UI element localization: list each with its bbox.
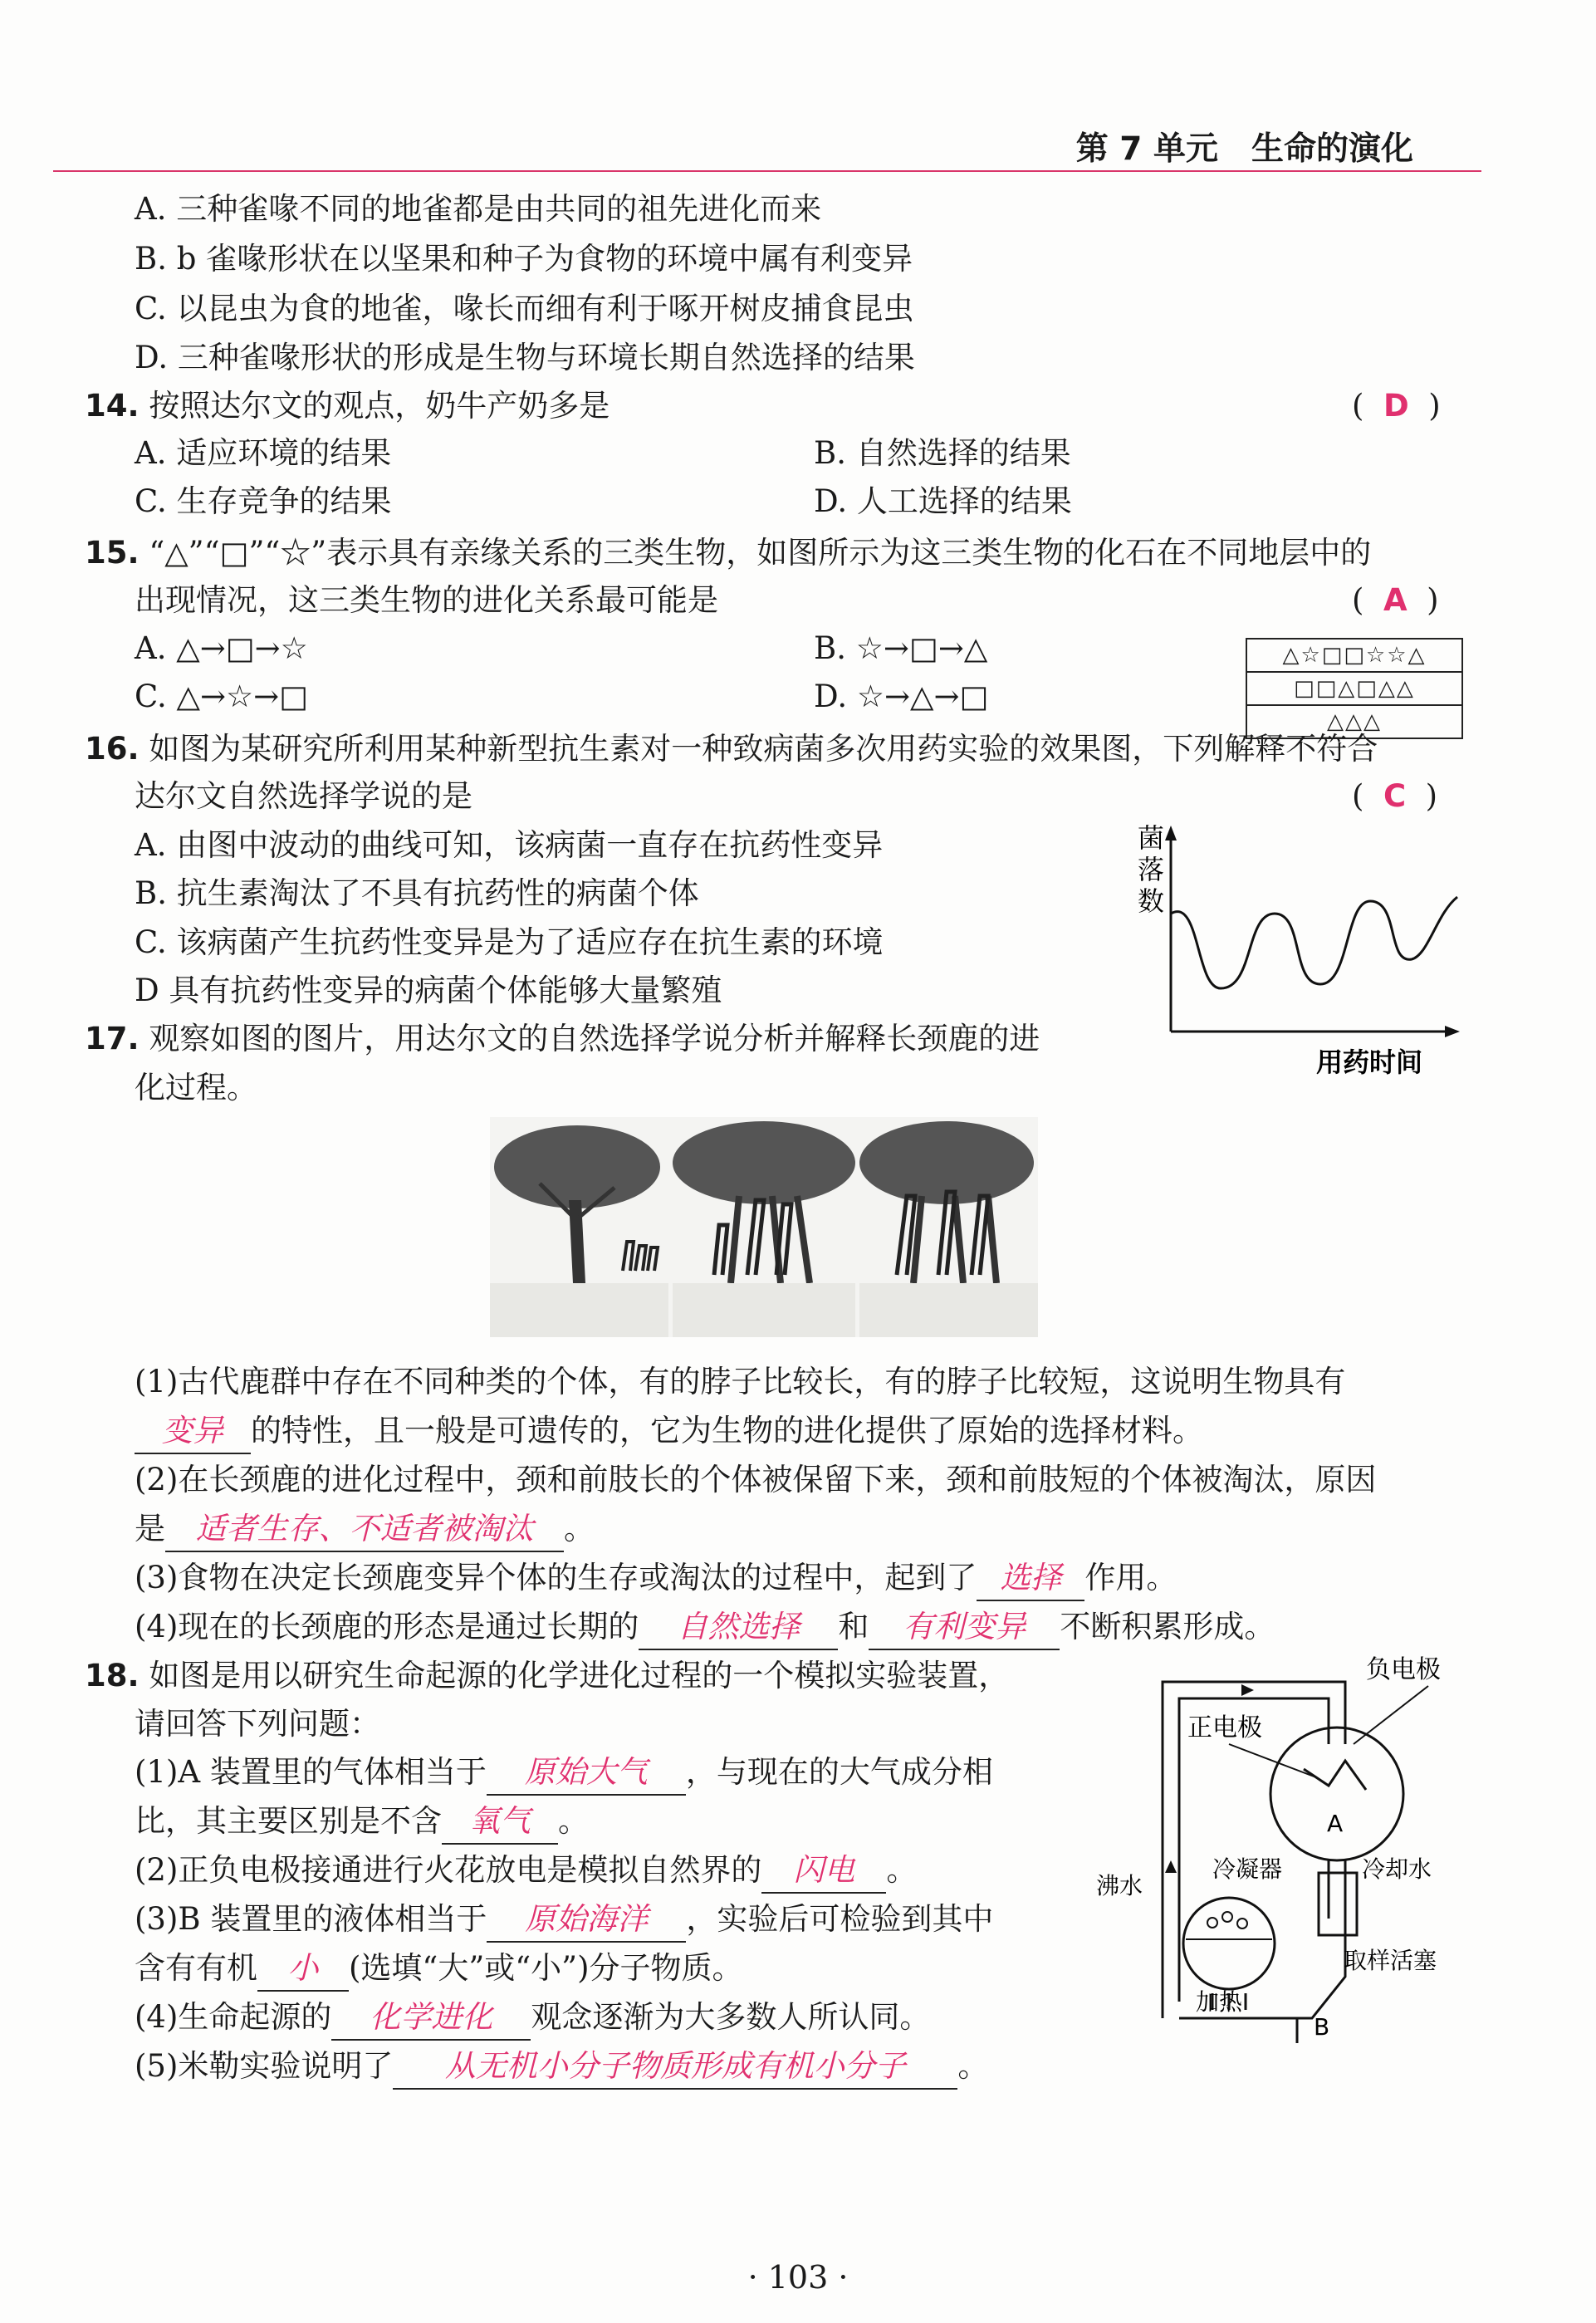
graph-xlabel: 用药时间 [1316,1046,1423,1078]
q18-part4-post: 观念逐渐为大多数人所认同。 [531,1999,931,2035]
label-sample-valve: 取样活塞 [1344,1947,1437,1974]
label-neg-electrode: 负电极 [1366,1655,1441,1684]
label-a: A [1327,1810,1344,1837]
graph-ylabel-2: 落 [1138,854,1165,885]
graph-ylabel-1: 菌 [1138,822,1165,854]
q15-option-b: B. ☆→□→△ [814,630,988,666]
q16-answer-paren: ( C ) [1352,778,1438,814]
q18-part2-pre: (2)正负电极接通进行火花放电是模拟自然界的 [135,1852,762,1888]
q17-part3 [135,1556,1177,1601]
q18-part3-answer: 原始海洋 [487,1898,686,1943]
unit-label: 第 7 单元 [1075,130,1218,168]
q14-option-b: B. 自然选择的结果 [814,435,1071,471]
q16-option-c: C. 该病菌产生抗药性变异是为了适应存在抗生素的环境 [135,924,884,960]
q17-text: 观察如图的图片，用达尔文的自然选择学说分析并解释长颈鹿的进 [149,1021,1040,1056]
unit-title: 生命的演化 [1251,130,1413,168]
stratum-bottom: △△△ [1327,709,1382,734]
q16-answer: C [1383,778,1407,814]
graph-y-arrow [1165,826,1177,840]
q17-part3-post: 作用。 [1084,1560,1177,1595]
q18-text: 如图是用以研究生命起源的化学进化过程的一个模拟实验装置， [149,1658,1010,1693]
graph-ylabel-3: 数 [1138,885,1165,917]
q13-option-d: D. 三种雀喙形状的形成是生物与环境长期自然选择的结果 [135,340,915,375]
q18-stem-line2: 请回答下列问题： [135,1706,380,1742]
ground-3 [859,1283,1038,1337]
q17-number: 17. [85,1021,140,1056]
q17-stem-line1 [85,1017,1040,1061]
miller-apparatus [1080,1653,1478,2043]
q18-part1-answer: 原始大气 [487,1751,686,1796]
q15-number: 15. [85,535,140,571]
q18-part4 [135,1996,930,2041]
stratum-top: △☆□□☆☆△ [1247,640,1461,673]
q18-part3-line1 [135,1898,993,1943]
q18-part3b-answer: 小 [257,1947,349,1992]
bubble [1222,1912,1232,1922]
q17-part4-pre: (4)现在的长颈鹿的形态是通过长期的 [135,1609,639,1644]
q15-answer: A [1383,582,1408,618]
q18-part5-answer: 从无机小分子物质形成有机小分子 [393,2045,957,2090]
q18-part1-line2 [135,1800,589,1845]
flow-arrow-left [1165,1860,1177,1873]
q17-part4-answer1: 自然选择 [639,1605,838,1650]
ground-2 [673,1283,855,1337]
q16-option-a: A. 由图中波动的曲线可知，该病菌一直存在抗药性变异 [135,827,884,863]
q18-part2-post: 。 [886,1852,918,1888]
q18-part1-line1 [135,1751,993,1796]
q17-part2-pre: 是 [135,1511,165,1546]
ground-1 [490,1283,668,1337]
label-boiling-water: 沸水 [1096,1872,1143,1899]
q15-option-d: D. ☆→△→□ [814,679,989,714]
q15-option-a: A. △→□→☆ [135,630,308,666]
label-pos-electrode: 正电极 [1187,1713,1262,1742]
page-number: · 103 · [747,2259,849,2296]
q17-part1-rest: 的特性，且一般是可遗传的，它为生物的进化提供了原始的选择材料。 [251,1413,1203,1448]
q18-part4-answer: 化学进化 [331,1996,531,2041]
spark [1304,1761,1366,1790]
q18-part5-post: 。 [957,2048,989,2084]
q18-part1-pre: (1)A 装置里的气体相当于 [135,1754,487,1790]
label-condenser: 冷凝器 [1212,1855,1283,1883]
q14-number: 14. [85,388,140,424]
bacteria-graph [1121,822,1470,1096]
condenser [1319,1873,1357,1935]
q17-part2-line1: (2)在长颈鹿的进化过程中，颈和前肢长的个体被保留下来，颈和前肢短的个体被淘汰，原因 [135,1462,1377,1497]
stratum-middle: □□△□△△ [1247,673,1461,706]
q18-part3-pre: (3)B 装置里的液体相当于 [135,1901,487,1937]
tree-canopy-2 [673,1121,855,1204]
q18-part1b-pre: 比，其主要区别是不含 [135,1803,442,1839]
flask-a [1270,1728,1403,1860]
q17-part1-line1: (1)古代鹿群中存在不同种类的个体，有的脖子比较长，有的脖子比较短，这说明生物具有 [135,1364,1346,1399]
q17-part2-answer: 适者生存、不适者被淘汰 [165,1507,564,1552]
q18-part2-answer: 闪电 [761,1849,886,1894]
q13-option-a: A. 三种雀喙不同的地雀都是由共同的祖先进化而来 [135,191,822,227]
bubble [1207,1918,1217,1928]
q16-text: 如图为某研究所利用某种新型抗生素对一种致病菌多次用药实验的效果图，下列解释不符合 [149,731,1378,767]
q18-number: 18. [85,1658,140,1693]
q16-number: 16. [85,731,140,767]
fossil-strata-figure [1246,638,1463,739]
q16-option-b: B. 抗生素淘汰了不具有抗药性的病菌个体 [135,875,699,911]
q15-stem-line1 [85,532,1371,575]
q17-part3-answer: 选择 [977,1556,1084,1601]
q15-stem-line2: 出现情况，这三类生物的进化关系最可能是 [135,582,718,618]
q18-part1-post: ，与现在的大气成分相 [685,1754,993,1790]
q17-part4-post: 不断积累形成。 [1060,1609,1275,1644]
q18-part3-line2 [135,1947,743,1992]
q17-part4-mid: 和 [838,1609,869,1644]
q14-option-c: C. 生存竞争的结果 [135,483,392,519]
tube-inner-left [1179,1698,1329,2002]
q17-part4-answer2: 有利变异 [869,1605,1060,1650]
q17-part3-pre: (3)食物在决定长颈鹿变异个体的生存或淘汰的过程中，起到了 [135,1560,977,1595]
q16-stem-line2: 达尔文自然选择学说的是 [135,778,472,814]
q18-part3b-pre: 含有有机 [135,1950,257,1986]
q18-part4-pre: (4)生命起源的 [135,1999,332,2035]
q16-stem-line1 [85,728,1378,771]
q17-part2-post: 。 [564,1511,595,1546]
q17-part1-line2 [135,1409,1203,1454]
q18-part2 [135,1849,917,1894]
q14-stem [85,385,610,428]
q15-option-c: C. △→☆→□ [135,679,309,714]
q15-text: “△”“□”“☆”表示具有亲缘关系的三类生物，如图所示为这三类生物的化石在不同地层中的 [149,535,1372,571]
q18-part5-pre: (5)米勒实验说明了 [135,2048,394,2084]
bubble [1237,1919,1247,1928]
q18-part1b-answer: 氧气 [442,1800,558,1845]
graph-curve [1171,897,1457,988]
flow-arrow-top [1241,1684,1254,1696]
q18-part3-post: ，实验后可检验到其中 [686,1901,994,1937]
q17-stem-line2: 化过程。 [135,1070,257,1105]
q16-option-d: D 具有抗药性变异的病菌个体能够大量繁殖 [135,973,722,1008]
q15-answer-paren: ( A ) [1352,582,1439,618]
neg-electrode-lead [1354,1686,1428,1744]
q14-text: 按照达尔文的观点，奶牛产奶多是 [149,388,610,424]
q14-option-a: A. 适应环境的结果 [135,435,392,471]
q18-part5 [135,2045,988,2090]
q17-part2-line2 [135,1507,595,1552]
page-header [1043,123,1413,169]
q14-answer: D [1383,388,1409,424]
label-heat: 加热 [1196,1988,1243,2016]
q14-option-d: D. 人工选择的结果 [814,483,1072,519]
label-b: B [1314,2013,1330,2041]
giraffe-illustration [490,1117,1038,1337]
q18-part1b-post: 。 [558,1803,589,1839]
label-cold-water: 冷却水 [1362,1855,1432,1883]
q14-answer-paren: ( D ) [1352,388,1441,424]
tree-canopy-1 [494,1125,660,1208]
q18-stem-line1 [85,1654,1009,1698]
q13-option-b: B. b 雀喙形状在以坚果和种子为食物的环境中属有利变异 [135,241,913,277]
q17-part4 [135,1605,1275,1650]
pos-electrode-lead [1229,1744,1316,1777]
graph-x-arrow [1445,1026,1460,1037]
q18-part3b-post: (选填“大”或“小”)分子物质。 [349,1950,743,1986]
q17-part1-answer: 变异 [135,1409,251,1454]
header-rule [53,170,1481,172]
q13-option-c: C. 以昆虫为食的地雀，喙长而细有利于啄开树皮捕食昆虫 [135,291,914,326]
